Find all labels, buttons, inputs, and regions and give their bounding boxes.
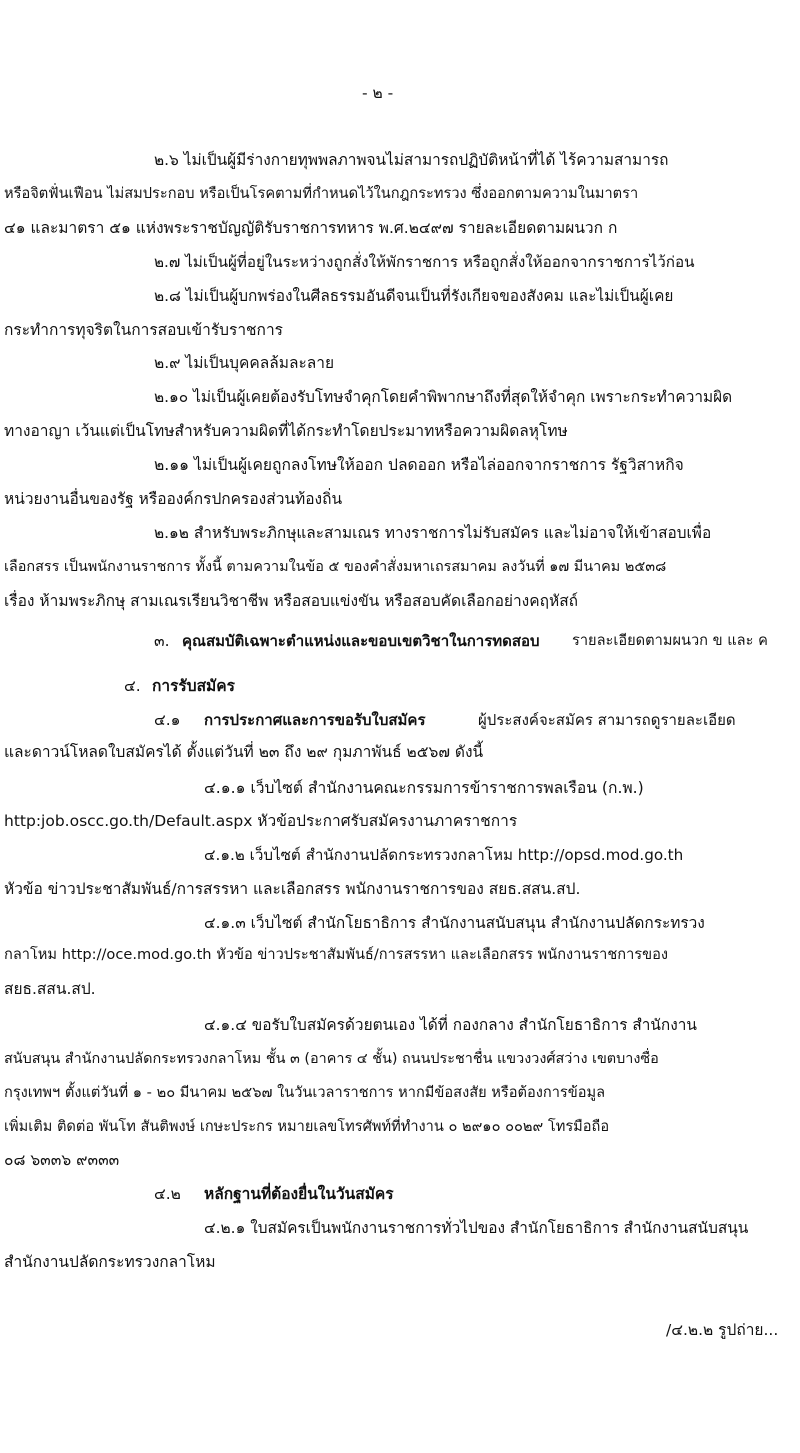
section-3-detail: รายละเอียดตามผนวก ข และ ค [572, 632, 768, 649]
item-4-2-1-line-1: ๔.๒.๑ ใบสมัครเป็นพนักงานราชการทั่วไปของ สำนักโยธาธิการ สำนักงานสนับสนุน [204, 1219, 749, 1237]
clause-2-11-line-2: หน่วยงานอื่นของรัฐ หรือองค์กรปกครองส่วนท้องถิ่น [4, 490, 343, 508]
clause-2-6-line-3: ๔๑ และมาตรา ๕๑ แห่งพระราชบัญญัติรับราชการทหาร พ.ศ.๒๔๙๗ รายละเอียดตามผนวก ก [4, 219, 618, 237]
item-4-1-2-line-1: ๔.๑.๒ เว็บไซต์ สำนักงานปลัดกระทรวงกลาโหม http://opsd.mod.go.th [204, 846, 684, 864]
item-4-1-4-line-3: กรุงเทพฯ ตั้งแต่วันที่ ๑ - ๒๐ มีนาคม ๒๕๖๗ ในวันเวลาราชการ หากมีข้อสงสัย หรือต้องการข้อมูล [4, 1084, 606, 1101]
item-4-2-1-line-2: สำนักงานปลัดกระทรวงกลาโหม [4, 1253, 216, 1271]
section-4-1-intro: ผู้ประสงค์จะสมัคร สามารถดูรายละเอียด [478, 711, 736, 729]
clause-2-12-line-2: เลือกสรร เป็นพนักงานราชการ ทั้งนี้ ตามความในข้อ ๕ ของคำสั่งมหาเถรสมาคม ลงวันที่ ๑๗ มีนาคม ๒๕๓๘ [4, 559, 667, 575]
clause-2-11-line-1: ๒.๑๑ ไม่เป็นผู้เคยถูกลงโทษให้ออก ปลดออก หรือไล่ออกจากราชการ รัฐวิสาหกิจ [154, 456, 684, 474]
clause-2-8-line-1: ๒.๘ ไม่เป็นผู้บกพร่องในศีลธรรมอันดีจนเป็นที่รังเกียจของสังคม และไม่เป็นผู้เคย [154, 287, 674, 305]
clause-2-10-line-2: ทางอาญา เว้นแต่เป็นโทษสำหรับความผิดที่ได้กระทำโดยประมาทหรือความผิดลหุโทษ [4, 422, 568, 440]
section-4-1-heading: การประกาศและการขอรับใบสมัคร [204, 711, 426, 729]
item-4-1-4-line-2: สนับสนุน สำนักงานปลัดกระทรวงกลาโหม ชั้น ๓ (อาคาร ๔ ชั้น) ถนนประชาชื่น แขวงวงศ์สว่าง เขตบางซื่อ [4, 1051, 659, 1067]
item-4-1-4-line-4: เพิ่มเติม ติดต่อ พันโท สันติพงษ์ เกษะประกร หมายเลขโทรศัพท์ที่ทำงาน ๐ ๒๙๑๐ ๐๐๒๙ โทรมือถือ [4, 1118, 610, 1135]
section-4-2-heading: หลักฐานที่ต้องยื่นในวันสมัคร [204, 1185, 394, 1203]
item-4-1-3-line-3: สยธ.สสน.สป. [4, 980, 96, 998]
clause-2-6-line-1: ๒.๖ ไม่เป็นผู้มีร่างกายทุพพลภาพจนไม่สามารถปฏิบัติหน้าที่ได้ ไร้ความสามารถ [154, 151, 669, 169]
clause-2-8-line-2: กระทำการทุจริตในการสอบเข้ารับราชการ [4, 321, 283, 339]
section-4-heading: การรับสมัคร [152, 677, 235, 695]
clause-2-6-line-2: หรือจิตฟั่นเฟือน ไม่สมประกอบ หรือเป็นโรคตามที่กำหนดไว้ในกฎกระทรวง ซึ่งออกตามความในมาตรา [4, 185, 639, 202]
clause-2-12-line-3: เรื่อง ห้ามพระภิกษุ สามเณรเรียนวิชาชีพ หรือสอบแข่งขัน หรือสอบคัดเลือกอย่างคฤหัสถ์ [4, 592, 579, 610]
section-4-1-number: ๔.๑ [154, 711, 181, 729]
item-4-1-3-line-2: กลาโหม http://oce.mod.go.th หัวข้อ ข่าวประชาสัมพันธ์/การสรรหา และเลือกสรร พนักงานราชการของ [4, 946, 669, 963]
clause-2-10-line-1: ๒.๑๐ ไม่เป็นผู้เคยต้องรับโทษจำคุกโดยคำพิพากษาถึงที่สุดให้จำคุก เพราะกระทำความผิด [154, 388, 733, 406]
clause-2-12-line-1: ๒.๑๒ สำหรับพระภิกษุและสามเณร ทางราชการไม่รับสมัคร และไม่อาจให้เข้าสอบเพื่อ [154, 524, 712, 542]
section-4-2-number: ๔.๒ [154, 1185, 181, 1203]
item-4-1-1-url: http:job.oscc.go.th/Default.aspx หัวข้อประกาศรับสมัครงานภาคราชการ [4, 812, 518, 830]
item-4-1-4-line-1: ๔.๑.๔ ขอรับใบสมัครด้วยตนเอง ได้ที่ กองกลาง สำนักโยธาธิการ สำนักงาน [204, 1016, 697, 1034]
section-3-heading: คุณสมบัติเฉพาะตำแหน่งและขอบเขตวิชาในการทดสอบ [182, 632, 540, 650]
section-3-number: ๓. [154, 632, 170, 650]
item-4-1-3-line-1: ๔.๑.๓ เว็บไซต์ สำนักโยธาธิการ สำนักงานสนับสนุน สำนักงานปลัดกระทรวง [204, 914, 705, 932]
page-number: - ๒ - [362, 84, 394, 102]
section-4-number: ๔. [124, 677, 141, 695]
section-4-1-line-2: และดาวน์โหลดใบสมัครได้ ตั้งแต่วันที่ ๒๓ ถึง ๒๙ กุมภาพันธ์ ๒๕๖๗ ดังนี้ [4, 743, 484, 761]
item-4-1-1-line-1: ๔.๑.๑ เว็บไซต์ สำนักงานคณะกรรมการข้าราชการพลเรือน (ก.พ.) [204, 779, 644, 797]
item-4-1-4-line-5: ๐๘ ๖๓๓๖ ๙๓๓๓ [4, 1151, 120, 1169]
item-4-1-2-line-2: หัวข้อ ข่าวประชาสัมพันธ์/การสรรหา และเลือกสรร พนักงานราชการของ สยธ.สสน.สป. [4, 880, 581, 898]
clause-2-9: ๒.๙ ไม่เป็นบุคคลล้มละลาย [154, 354, 335, 372]
continuation-note: /๔.๒.๒ รูปถ่าย... [666, 1321, 779, 1339]
clause-2-7: ๒.๗ ไม่เป็นผู้ที่อยู่ในระหว่างถูกสั่งให้พักราชการ หรือถูกสั่งให้ออกจากราชการไว้ก่อน [154, 253, 695, 271]
